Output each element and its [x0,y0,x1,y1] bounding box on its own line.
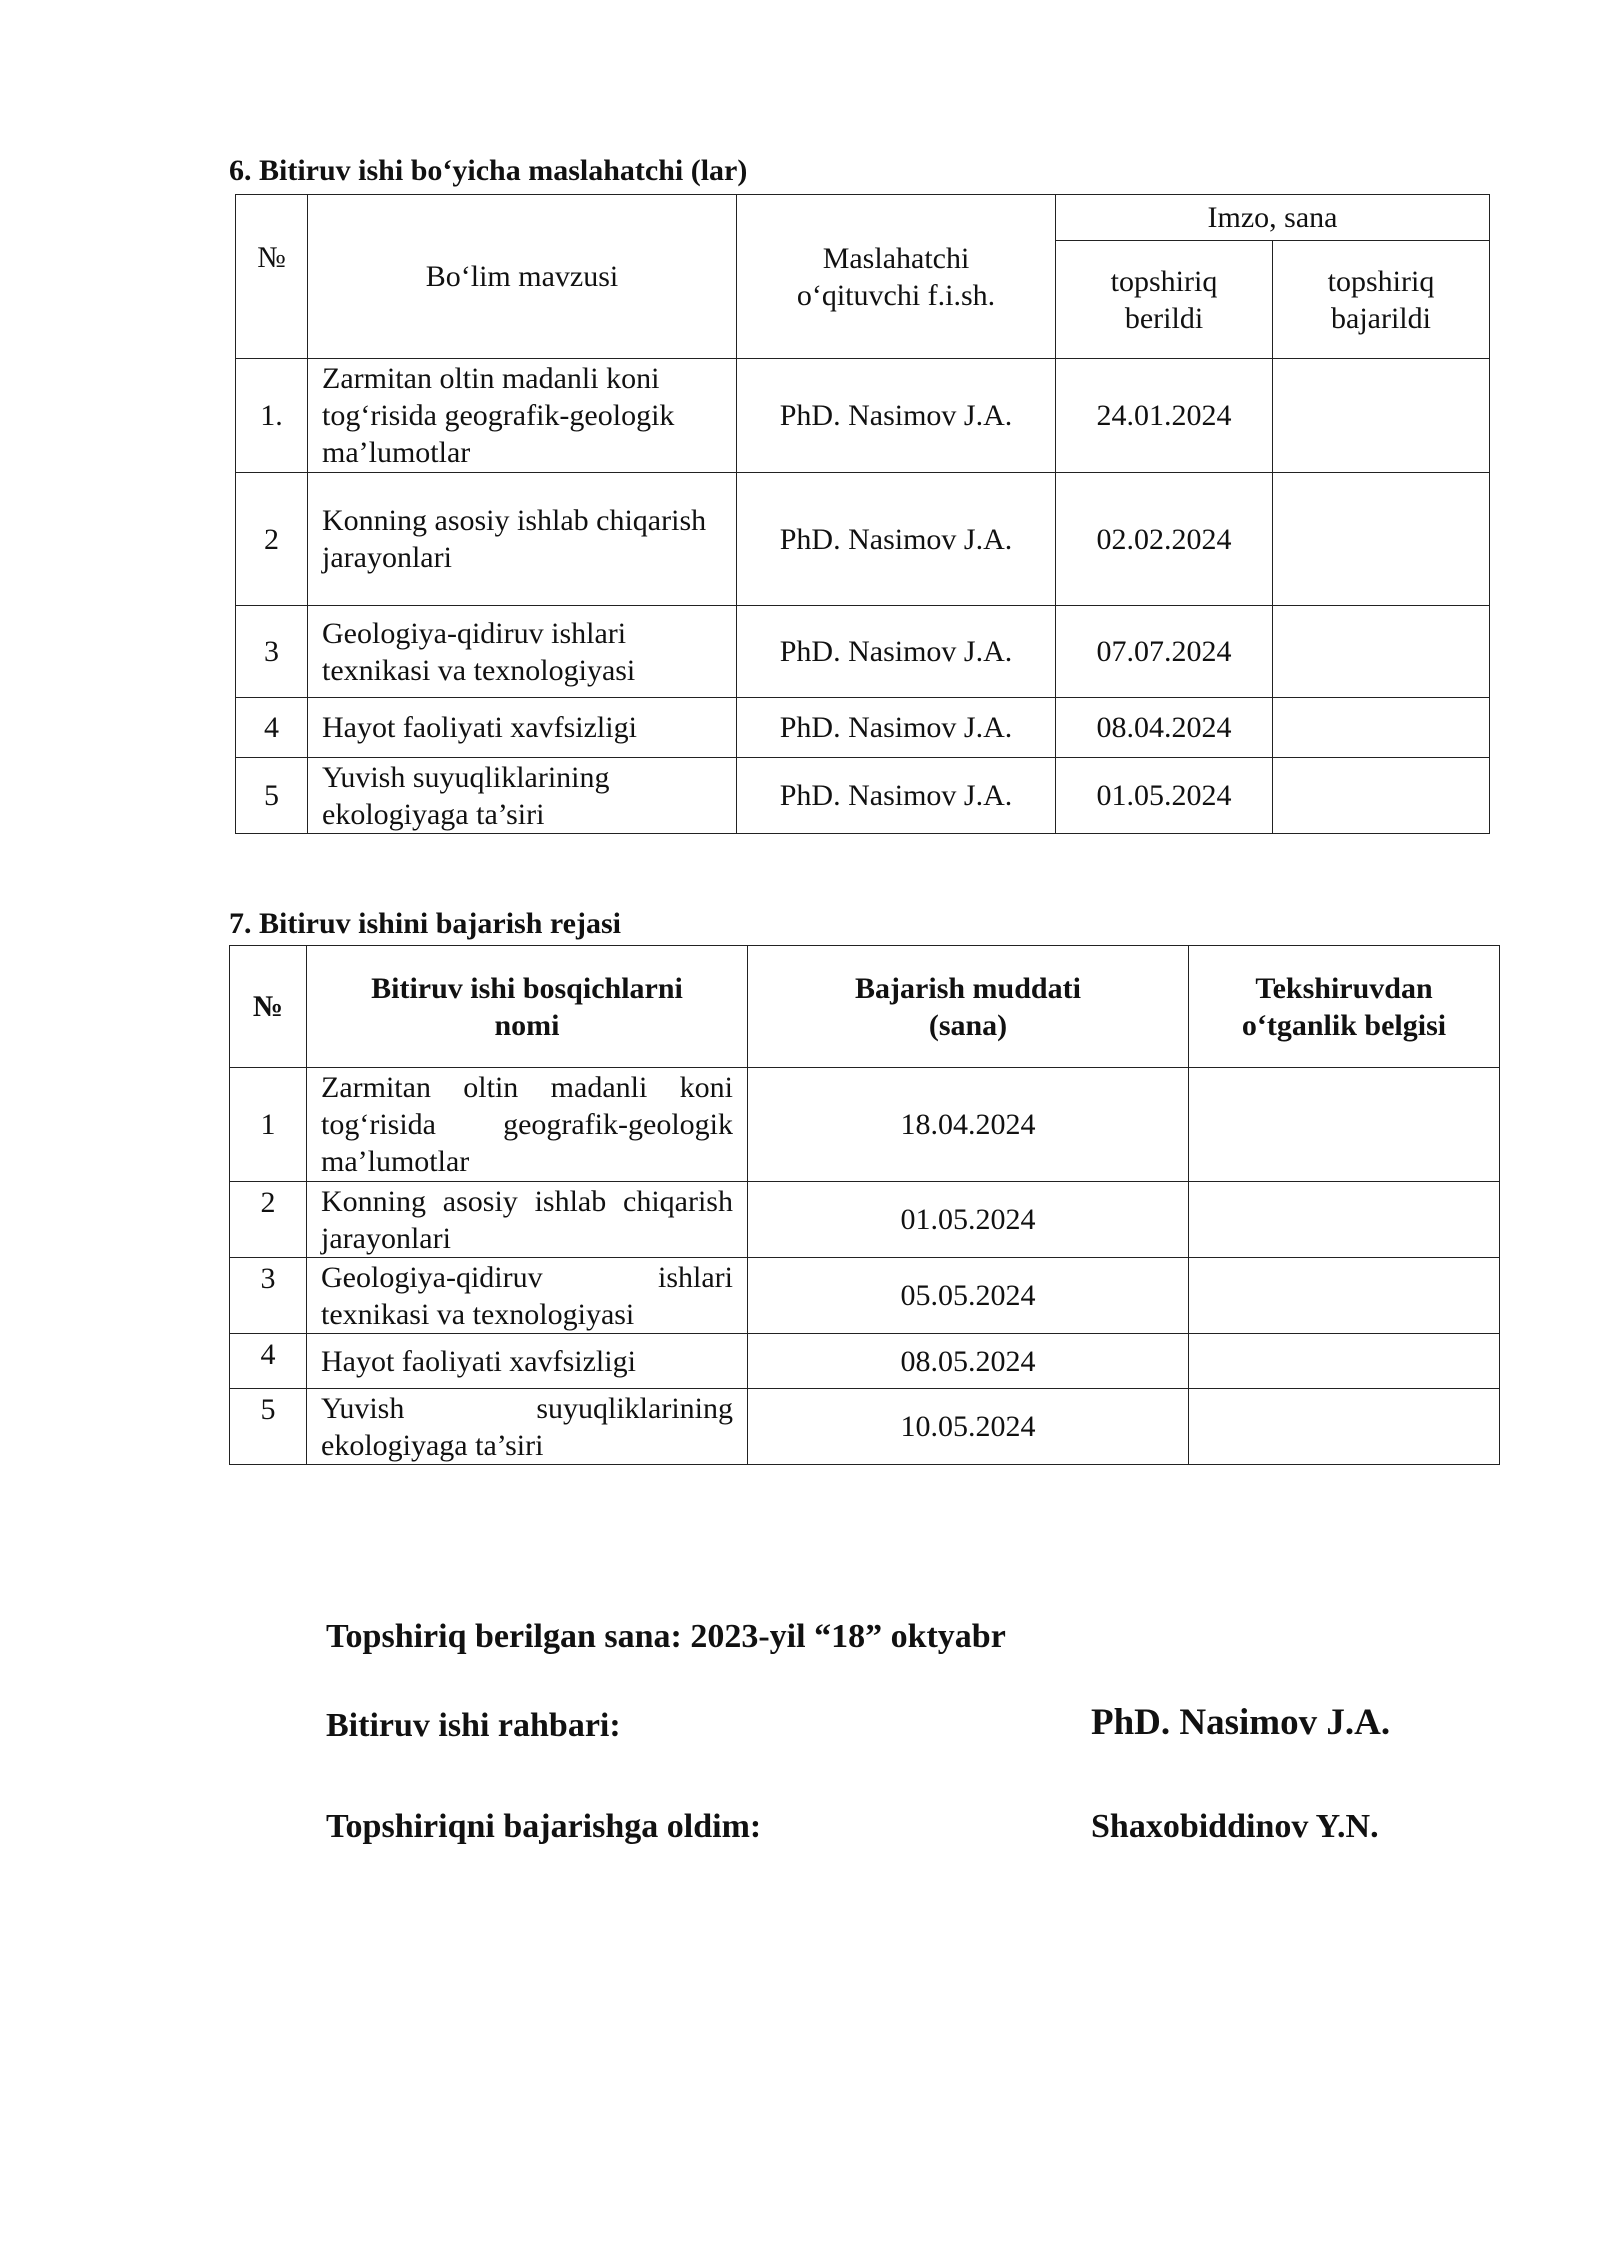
row-stage: Hayot faoliyati xavfsizligi [307,1334,748,1389]
row-number: 5 [236,758,308,834]
row-topic: Konning asosiy ishlab chiqarish jarayonlari [308,473,737,606]
header-check-mark: Tekshiruvdan o‘tganlik belgisi [1189,946,1500,1068]
header-signature-date: Imzo, sana [1056,195,1490,241]
table-row [236,473,1490,606]
header-task-completed: topshiriq bajarildi [1273,241,1490,359]
row-given-date: 02.02.2024 [1056,473,1273,606]
row-completed-cell [1273,359,1490,473]
table-row [230,1389,1500,1465]
row-given-date: 24.01.2024 [1056,359,1273,473]
row-consultant: PhD. Nasimov J.A. [737,473,1056,606]
row-number: 4 [230,1334,307,1389]
row-check-cell [1189,1334,1500,1389]
row-completed-cell [1273,606,1490,698]
row-check-cell [1189,1068,1500,1182]
header-deadline: Bajarish muddati (sana) [748,946,1189,1068]
row-stage: Geologiya-qidiruv ishlari texnikasi va texnologiyasi [307,1258,748,1334]
row-completed-cell [1273,758,1490,834]
row-stage: Zarmitan oltin madanli koni tog‘risida geografik-geologik ma’lumotlar [307,1068,748,1182]
row-stage: Konning asosiy ishlab chiqarish jarayonlari [307,1182,748,1258]
row-number: 1 [230,1068,307,1182]
row-topic: Geologiya-qidiruv ishlari texnikasi va texnologiyasi [308,606,737,698]
row-check-cell [1189,1389,1500,1465]
header-consultant: Maslahatchi o‘qituvchi f.i.sh. [737,195,1056,359]
table-row [236,359,1490,473]
row-number: 1. [236,359,308,473]
header-section-topic: Bo‘lim mavzusi [308,195,737,359]
student-name: Shaxobiddinov Y.N. [1091,1808,1379,1845]
row-topic: Hayot faoliyati xavfsizligi [308,698,737,758]
row-number: 2 [230,1182,307,1258]
table-row [230,1182,1500,1258]
header-task-given: topshiriq berildi [1056,241,1273,359]
consultants-table [235,194,1490,834]
row-given-date: 07.07.2024 [1056,606,1273,698]
row-check-cell [1189,1182,1500,1258]
supervisor-label: Bitiruv ishi rahbari: [326,1707,621,1744]
row-number: 3 [236,606,308,698]
table-row [230,1258,1500,1334]
row-check-cell [1189,1258,1500,1334]
section-7-title: 7. Bitiruv ishini bajarish rejasi [229,907,621,940]
row-consultant: PhD. Nasimov J.A. [737,606,1056,698]
supervisor-name: PhD. Nasimov J.A. [1091,1702,1391,1743]
row-consultant: PhD. Nasimov J.A. [737,698,1056,758]
row-number: 4 [236,698,308,758]
row-given-date: 08.04.2024 [1056,698,1273,758]
student-label: Topshiriqni bajarishga oldim: [326,1808,762,1845]
assignment-date: Topshiriq berilgan sana: 2023-yil “18” oktyabr [326,1618,1006,1655]
table-row [236,758,1490,834]
work-plan-table [229,945,1500,1465]
row-deadline: 18.04.2024 [748,1068,1189,1182]
row-topic: Yuvish suyuqliklarining ekologiyaga ta’siri [308,758,737,834]
table-row [236,606,1490,698]
table-row [230,1334,1500,1389]
row-number: 2 [236,473,308,606]
table-row [236,698,1490,758]
row-deadline: 08.05.2024 [748,1334,1189,1389]
row-topic: Zarmitan oltin madanli koni tog‘risida geografik-geologik ma’lumotlar [308,359,737,473]
row-stage: Yuvish suyuqliklarining ekologiyaga ta’siri [307,1389,748,1465]
row-consultant: PhD. Nasimov J.A. [737,359,1056,473]
header-number: № [236,195,308,359]
row-deadline: 10.05.2024 [748,1389,1189,1465]
row-deadline: 01.05.2024 [748,1182,1189,1258]
row-completed-cell [1273,698,1490,758]
table-row [230,1068,1500,1182]
section-6-title: 6. Bitiruv ishi bo‘yicha maslahatchi (lar) [229,154,748,187]
row-completed-cell [1273,473,1490,606]
row-number: 3 [230,1258,307,1334]
row-deadline: 05.05.2024 [748,1258,1189,1334]
row-consultant: PhD. Nasimov J.A. [737,758,1056,834]
row-number: 5 [230,1389,307,1465]
row-given-date: 01.05.2024 [1056,758,1273,834]
header-number: № [230,946,307,1068]
header-stage-name: Bitiruv ishi bosqichlarni nomi [307,946,748,1068]
